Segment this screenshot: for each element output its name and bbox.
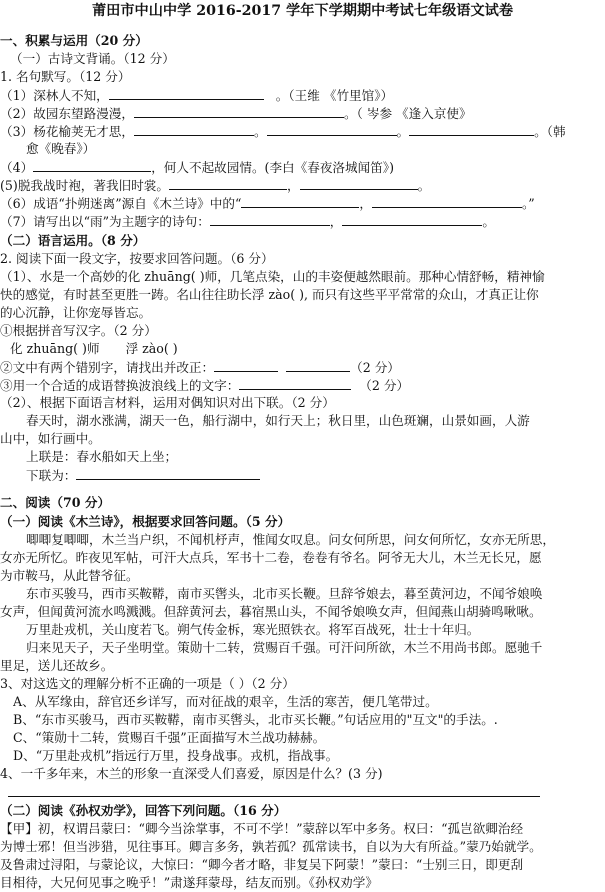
question-2-sub1: ①根据拼音写汉字。（2 分） xyxy=(0,323,157,338)
question-4: 4、一千多年来，木兰的形象一直深受人们喜爱，原因是什么？(3 分) xyxy=(0,766,383,781)
poem-line: 归来见天子，天子坐明堂。策勋十二转，赏赐百千强。可汗问所欲，木兰不用尚书郎。愿驰千 xyxy=(26,640,543,655)
answer-blank[interactable] xyxy=(33,158,151,172)
question-3: 3、对这选文的理解分析不正确的一项是（ ）（2 分） xyxy=(0,676,295,691)
passage-line: （1）、水是一个高妙的化 zhuāng( )师，几笔点染，山的丰姿便越然眼前。那种心情舒畅，精神愉 xyxy=(0,269,545,284)
answer-blank[interactable] xyxy=(134,122,254,136)
question-2-intro: 2. 阅读下面一段文字，按要求回答问题。（6 分） xyxy=(0,251,274,266)
poem-line: 里足，送儿还故乡。 xyxy=(0,658,114,673)
poem-line: 万里赴戎机，关山度若飞。朔气传金柝，寒光照铁衣。将军百战死，壮士十年归。 xyxy=(26,622,480,637)
question-1-1: （1）深林人不知， 。（王维 《竹里馆》） xyxy=(0,88,394,103)
passage-line: 快的感觉，有时甚至更胜一踌。名山往往助长浮 zào( ), 而只有这些平平常常的众山，才真正让你 xyxy=(0,287,539,302)
pinyin-items: 化 zhuāng( )师 浮 zào( ) xyxy=(10,341,178,356)
question-2-sub3: ③用一个合适的成语替换波浪线上的文字： （2 分） xyxy=(0,378,410,393)
material-line: 山中，如行画中。 xyxy=(0,431,101,446)
section-heading-1: 一、积累与运用（20 分） xyxy=(0,33,148,48)
answer-blank[interactable] xyxy=(169,176,287,190)
material-line: 春天时，湖水涨满，湖天一色，船行湖中，如行天上；秋日里，山色斑斓，山景如画，人游 xyxy=(26,413,530,428)
answer-blank[interactable] xyxy=(210,212,330,226)
answer-blank[interactable] xyxy=(109,86,264,100)
option-c: C、“策勋十二转，赏赐百千强”正面描写木兰战功赫赫。 xyxy=(13,730,326,745)
answer-blank[interactable] xyxy=(342,212,482,226)
question-1-6: （6）成语“扑朔迷离”源自《木兰诗》中的“ ， 。” xyxy=(0,196,535,211)
jia-line: 【甲】初，权谓吕蒙曰：“卿今当涂掌事，不可不学！”蒙辞以军中多务。权曰：“孤岂欲卿治经 xyxy=(0,821,524,836)
section-heading-2: 二、阅读（70 分） xyxy=(0,495,111,510)
exam-title: 莆田市中山中学 2016-2017 学年下学期期中考试七年级语文试卷 xyxy=(91,3,514,19)
option-b: B、“东市买骏马，西市买鞍鞯，南市买辔头，北市买长鞭。”句话应用的"互文"的手法。. xyxy=(13,712,498,727)
poem-line: 女声，但闻黄河流水鸣溅溅。但辞黄河去，暮宿黑山头，不闻爷娘唤女声，但闻燕山胡骑鸣啾啾。 xyxy=(0,604,542,619)
answer-blank[interactable] xyxy=(300,176,418,190)
subsection-mulan: （一）阅读《木兰诗》，根据要求回答问题。（5 分） xyxy=(0,514,291,529)
question-1-5: (5)脱我战时袍，著我旧时裳。 ， 。 xyxy=(0,178,431,193)
question-1-3-author: 愈《晚春》） xyxy=(26,141,96,156)
subsection-poetry: （一）古诗文背诵。（12 分） xyxy=(10,51,175,66)
question-2-part2: （2）、根据下面语言材料，运用对偶知识对出下联。（2 分） xyxy=(0,395,335,410)
answer-line[interactable] xyxy=(8,796,540,797)
jia-line: 为博士邪！但当涉猎，见往事耳。卿言多务，孰若孤？孤常读书，自以为大有所益。”蒙乃始就学。 xyxy=(0,839,542,854)
answer-blank[interactable] xyxy=(241,194,359,208)
answer-blank[interactable] xyxy=(214,358,278,372)
answer-blank[interactable] xyxy=(239,376,351,390)
jia-line: 及鲁肃过浔阳，与蒙论议，大惊曰：“卿今者才略，非复吴下阿蒙！”蒙曰：“士别三日，即更刮 xyxy=(0,857,524,872)
option-d: D、“万里赴戎机”指远行万里，投身战事。戎机，指战事。 xyxy=(13,748,339,763)
couplet-lower: 下联为： xyxy=(26,466,605,485)
question-1-7: （7）请写出以“雨”为主题字的诗句： ， 。 xyxy=(0,214,495,229)
passage-line: 的心沉静，让你宠辱皆忘。 xyxy=(0,305,152,320)
poem-line: 为市鞍马，从此替爷征。 xyxy=(0,568,139,583)
subsection-language: （二）语言运用。（8 分） xyxy=(0,233,146,248)
answer-blank[interactable] xyxy=(372,194,522,208)
jia-line: 目相待，大兄何见事之晚乎！”肃遂拜蒙母，结友而别。《孙权劝学》 xyxy=(0,875,378,890)
poem-line: 东市买骏马，西市买鞍鞯，南市买辔头，北市买长鞭。旦辞爷娘去，暮至黄河边，不闻爷娘唤 xyxy=(26,586,543,601)
question-1-2: （2）故园东望路漫漫， 。（ 岑参 《逢入京使》 xyxy=(0,106,472,121)
question-1-3: （3）杨花榆荚无才思， 。 。 。（韩 xyxy=(0,124,566,139)
question-2-sub2: ②文中有两个错别字，请找出并改正： （2 分） xyxy=(0,360,400,375)
answer-blank[interactable] xyxy=(76,466,260,480)
question-1-4: （4） ，何人不起故园情。(李白《春夜洛城闻笛》) xyxy=(0,160,395,175)
poem-line: 女亦无所忆。昨夜见军帖，可汗大点兵，军书十二卷，卷卷有爷名。阿爷无大儿，木兰无长兄，愿 xyxy=(0,550,542,565)
poem-line: 唧唧复唧唧，木兰当户织，不闻机杼声，惟闻女叹息。问女何所思，问女何所忆，女亦无所思， xyxy=(26,532,555,547)
subsection-sunquan: （二）阅读《孙权劝学》，回答下列问题。（16 分） xyxy=(0,803,287,818)
couplet-upper: 上联是：春水船如天上坐； xyxy=(26,449,178,464)
answer-blank[interactable] xyxy=(267,122,397,136)
option-a: A、从军缘由，辞官还乡详写，而对征战的艰辛，生活的寒苦，便几笔带过。 xyxy=(13,694,438,709)
answer-blank[interactable] xyxy=(286,358,350,372)
question-1-intro: 1. 名句默写。（12 分） xyxy=(0,69,131,84)
answer-blank[interactable] xyxy=(409,122,534,136)
answer-blank[interactable] xyxy=(134,104,344,118)
